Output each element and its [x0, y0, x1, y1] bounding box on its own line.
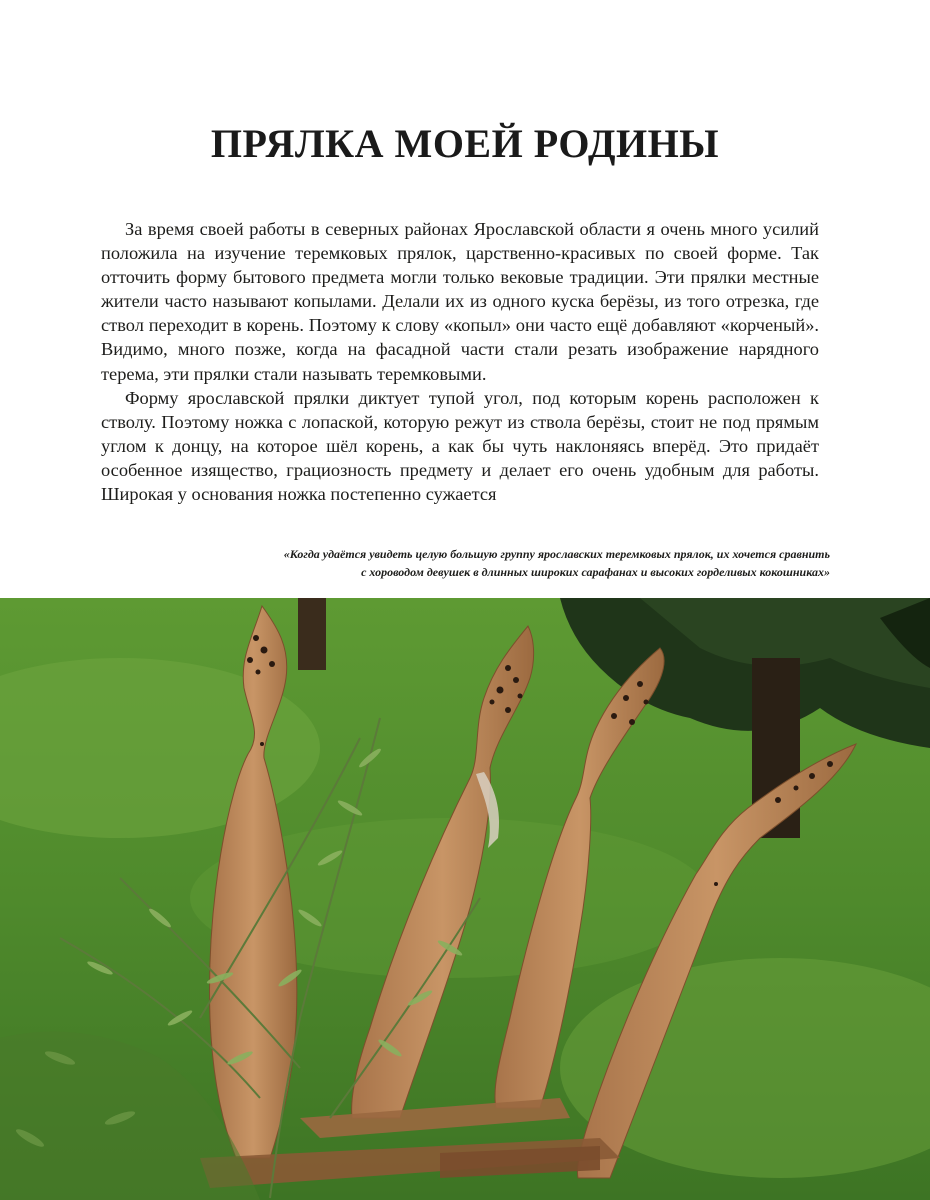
- page-title: ПРЯЛКА МОЕЙ РОДИНЫ: [210, 121, 720, 166]
- article-body: [101, 217, 819, 506]
- paragraph: За время своей работы в северных районах Ярославской области я очень много усилий положила на изучение теремковых прялок, царственно-красивых по своей форме. Так отточить форму бытового предмета могли только вековые традиции. Эти прялки местные жители часто называют копылами. Делали их из одного куска берёзы, из того отрезка, где ствол переходит в корень. Поэтому к слову «копыл» они часто ещё добавляют «корченый». Видимо, много позже, когда на фасадной части стали резать изображение нарядного терема, эти прялки стали называть теремковыми.: [101, 219, 819, 384]
- photo-spinning-wheels: [0, 598, 930, 1200]
- paragraph: Форму ярославской прялки диктует тупой угол, под которым корень расположен к стволу. Поэтому ножка с лопаской, которую режут из ствола берёзы, стоит не под прямым углом к донцу, на которое шёл корень, а как бы чуть наклоняясь вперёд. Это придаёт особенное изящество, грациозность предмету и делает его очень удобным для работы. Широкая у основания ножка постепенно сужается: [101, 387, 819, 505]
- quote-line: с хороводом девушек в длинных широких сарафанах и высоких горделивых кокошниках»: [361, 565, 830, 579]
- quote-line: «Когда удаётся увидеть целую большую группу ярославских теремковых прялок, их хочется сравнить: [283, 547, 830, 561]
- pull-quote: [130, 545, 830, 581]
